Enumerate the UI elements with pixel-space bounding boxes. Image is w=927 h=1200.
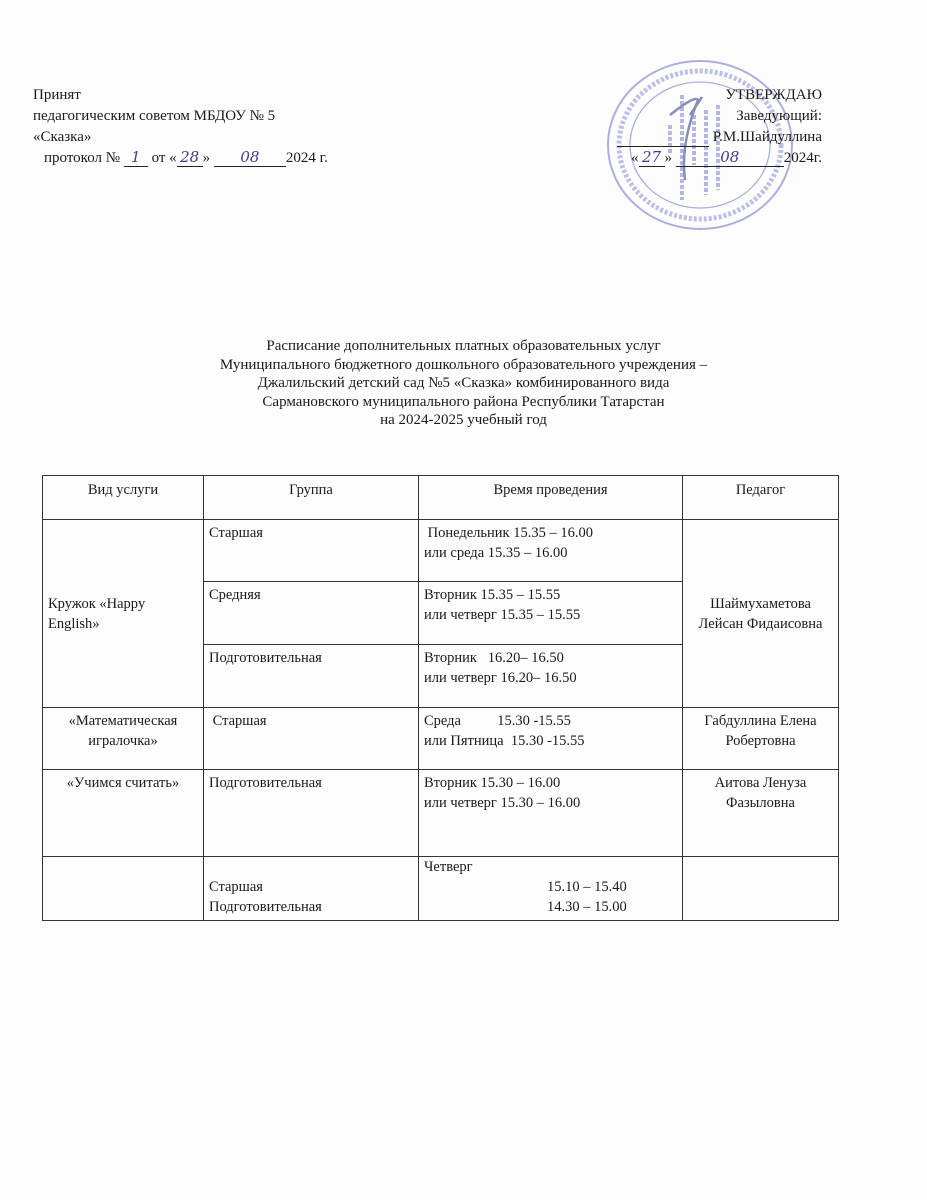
time-day: Четверг	[424, 859, 473, 875]
header-teacher: Педагог	[683, 476, 839, 520]
time-line: или четверг 15.35 – 15.55	[424, 607, 581, 623]
time-cell	[419, 582, 683, 645]
header-time: Время проведения	[419, 476, 683, 520]
title-line: Муниципального бюджетного дошкольного образовательного учреждения –	[219, 356, 708, 373]
group-cell: Старшая	[204, 708, 419, 770]
protocol-day: 28	[177, 149, 203, 167]
council-label: педагогическим советом МБДОУ № 5	[33, 108, 276, 124]
accepted-label: Принят	[33, 87, 81, 103]
time-line: Вторник 15.30 – 16.00	[424, 775, 561, 791]
group-cell: Средняя	[204, 582, 419, 645]
time-cell	[419, 520, 683, 582]
head-name: Р.М.Шайдуллина	[712, 129, 822, 145]
time-line: или среда 15.35 – 16.00	[424, 545, 568, 561]
group-cell: Подготовительная	[204, 645, 419, 708]
table-row	[43, 857, 839, 921]
service-cell	[43, 857, 204, 921]
document-title	[0, 337, 927, 430]
title-line: Расписание дополнительных платных образовательных услуг	[266, 338, 661, 354]
org-name: «Сказка»	[33, 129, 92, 145]
protocol-number: 1	[124, 149, 148, 167]
schedule-table	[42, 475, 839, 921]
time-cell	[419, 770, 683, 857]
approve-month: 08	[676, 149, 784, 167]
time-line: Вторник 15.35 – 15.55	[424, 587, 561, 603]
service-cell: «Учимся считать»	[43, 770, 204, 857]
approve-date: « 27 » 08 2024г.	[631, 148, 822, 166]
quote-close: »	[202, 150, 211, 166]
group-cell	[204, 857, 419, 921]
group-cell: Старшая	[204, 520, 419, 582]
time-line: или Пятница 15.30 -15.55	[424, 733, 585, 749]
teacher-cell: Шаймухаметова Лейсан Фидаисовна	[683, 520, 839, 708]
title-line: на 2024-2025 учебный год	[380, 412, 547, 428]
table-row	[43, 520, 839, 582]
approve-label: УТВЕРЖДАЮ	[725, 87, 822, 103]
table-row	[43, 708, 839, 770]
time-line: Понедельник 15.35 – 16.00	[424, 525, 593, 541]
protocol-prefix: протокол №	[44, 150, 121, 166]
time-cell	[419, 857, 683, 921]
time-line: 15.10 – 15.40	[547, 879, 627, 895]
group-line: Подготовительная	[209, 899, 322, 915]
protocol-line	[44, 148, 328, 169]
time-line: или четверг 16.20– 16.50	[424, 670, 577, 686]
teacher-cell	[683, 857, 839, 921]
table-row	[43, 770, 839, 857]
time-line: Среда 15.30 -15.55	[424, 713, 571, 729]
position-label: Заведующий:	[736, 108, 822, 124]
time-cell	[419, 708, 683, 770]
table-header-row	[43, 476, 839, 520]
service-cell: Кружок «Happy English»	[43, 520, 204, 708]
protocol-year: 2024 г.	[285, 150, 328, 166]
header-group: Группа	[204, 476, 419, 520]
time-line: или четверг 15.30 – 16.00	[424, 795, 581, 811]
from-label: от «	[151, 150, 177, 166]
protocol-month: 08	[214, 149, 286, 167]
time-line: Вторник 16.20– 16.50	[424, 650, 564, 666]
time-cell	[419, 645, 683, 708]
group-line: Старшая	[209, 879, 263, 895]
approve-day: 27	[639, 149, 665, 167]
teacher-cell: Аитова Ленуза Фазыловна	[683, 770, 839, 857]
approve-year: 2024г.	[783, 150, 822, 166]
title-line: Сармановского муниципального района Республики Татарстан	[262, 393, 665, 410]
header-service: Вид услуги	[43, 476, 204, 520]
time-line: 14.30 – 15.00	[547, 899, 627, 915]
head-name-line	[617, 127, 822, 148]
title-line: Джалильский детский сад №5 «Сказка» комбинированного вида	[257, 375, 670, 391]
group-cell: Подготовительная	[204, 770, 419, 857]
service-cell: «Математическая игралочка»	[43, 708, 204, 770]
teacher-cell: Габдуллина Елена Робертовна	[683, 708, 839, 770]
